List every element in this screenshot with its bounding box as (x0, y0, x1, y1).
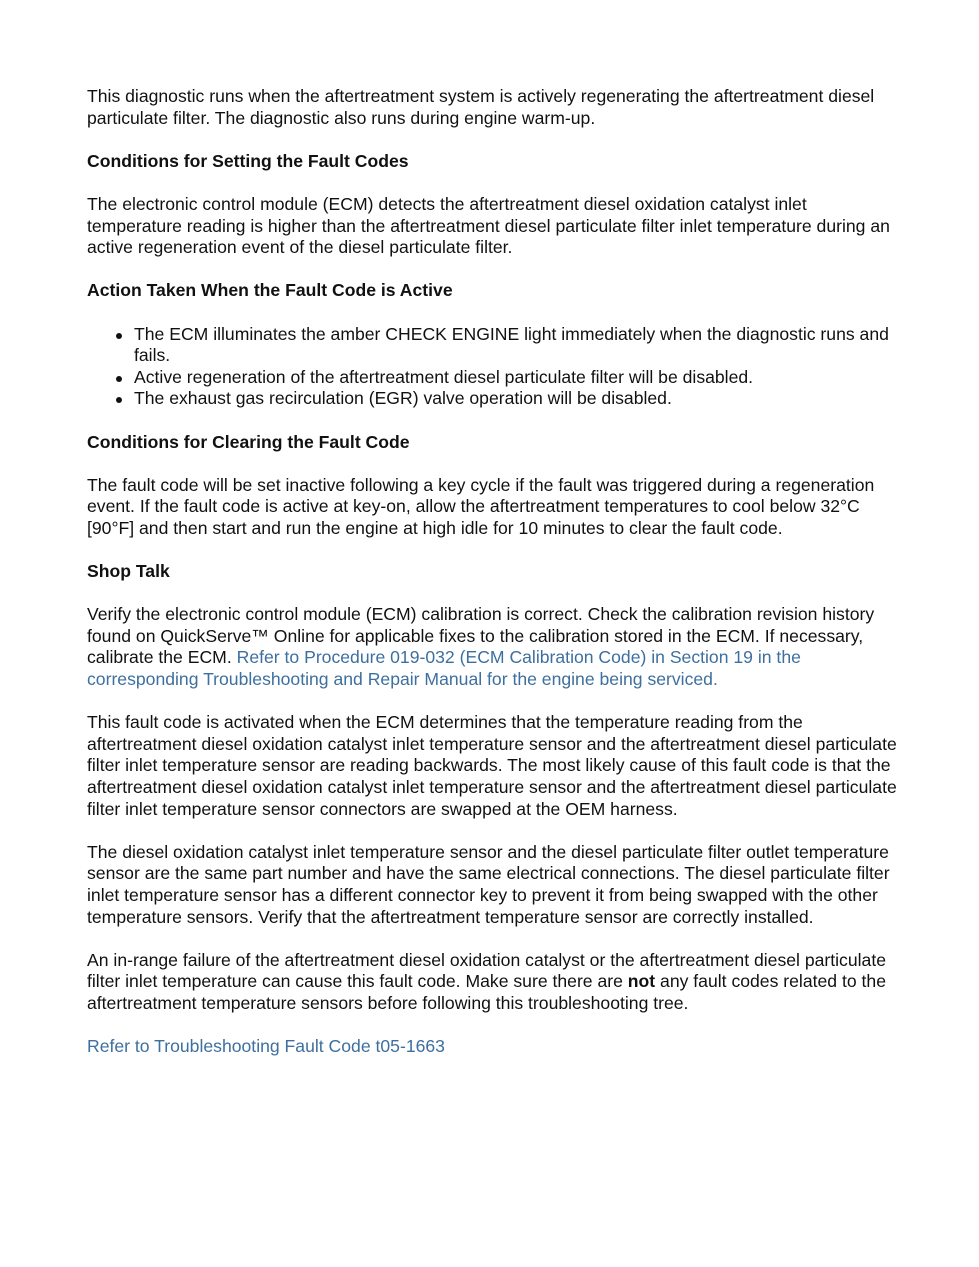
shop-talk-paragraph-1 (87, 604, 897, 690)
intro-paragraph: This diagnostic runs when the aftertreatment system is actively regenerating the aftertreatment diesel particulate filter. The diagnostic also runs during engine warm-up. (87, 86, 875, 128)
p4-text-before: An in-range failure of the aftertreatment diesel oxidation catalyst or the aftertreatment diesel particulate filter inlet temperature can cause this fault code. Make sure there are (87, 949, 886, 992)
p4-text-after: any fault codes related to the aftertreatment temperature sensors before following this troubleshooting tree. (87, 971, 886, 1013)
list-item (87, 388, 897, 410)
action-list (87, 324, 897, 410)
shop-talk-paragraph-4 (87, 950, 897, 1015)
setting-heading: Conditions for Setting the Fault Codes (87, 150, 409, 171)
clearing-heading: Conditions for Clearing the Fault Code (87, 431, 410, 452)
list-item-text: The exhaust gas recirculation (EGR) valve operation will be disabled. (134, 388, 672, 409)
shop-talk-paragraph-3: The diesel oxidation catalyst inlet temperature sensor and the diesel particulate filter outlet temperature sensor are the same part number and have the same electrical connections. The diesel particulate filter inlet temperature sensor has a different connector key to prevent it from being swapped with the other temperature sensors. Verify that the aftertreatment temperature sensor are correctly installed. (87, 841, 890, 927)
clearing-paragraph: The fault code will be set inactive following a key cycle if the fault was triggered during a regeneration event. If the fault code is active at key-on, allow the aftertreatment temperatures to cool below 32°C [90°F] and then start and run the engine at high idle for 10 minutes to clear the fault code. (87, 474, 875, 538)
action-heading: Action Taken When the Fault Code is Active (87, 280, 453, 301)
list-item (87, 367, 897, 389)
list-item-text: Active regeneration of the aftertreatment diesel particulate filter will be disabled. (134, 366, 754, 387)
list-item-text: The ECM illuminates the amber CHECK ENGINE light immediately when the diagnostic runs and fails. (134, 323, 889, 366)
shop-talk-paragraph-2: This fault code is activated when the ECM determines that the temperature reading from the aftertreatment diesel oxidation catalyst inlet temperature sensor and the aftertreatment diesel particulate filter inlet temperature sensor are reading backwards. The most likely cause of this fault code is that the aftertreatment diesel oxidation catalyst inlet temperature sensor and the aftertreatment diesel particulate filter inlet temperature sensor connectors are swapped at the OEM harness. (87, 712, 897, 819)
shop-talk-text: Verify the electronic control module (ECM) calibration is correct. Check the calibration revision history found on QuickServe™ Online for applicable fixes to the calibration stored in the ECM. If necessary, calibrate the ECM. (87, 604, 875, 668)
document-page (87, 86, 897, 1058)
bullet-icon (116, 397, 122, 403)
shop-talk-heading: Shop Talk (87, 561, 170, 582)
procedure-link[interactable]: Refer to Procedure 019-032 (ECM Calibration Code) in Section 19 in the corresponding Troubleshooting and Repair Manual for the engine being serviced. (87, 647, 801, 690)
bullet-icon (116, 333, 122, 339)
p4-emphasis: not (627, 971, 656, 992)
list-item (87, 324, 897, 367)
bullet-icon (116, 376, 122, 382)
final-paragraph (87, 1036, 897, 1058)
setting-paragraph: The electronic control module (ECM) detects the aftertreatment diesel oxidation catalyst inlet temperature reading is higher than the aftertreatment diesel particulate filter inlet temperature during an active regeneration event of the diesel particulate filter. (87, 193, 890, 258)
troubleshooting-link[interactable]: Refer to Troubleshooting Fault Code t05-1663 (87, 1036, 445, 1057)
